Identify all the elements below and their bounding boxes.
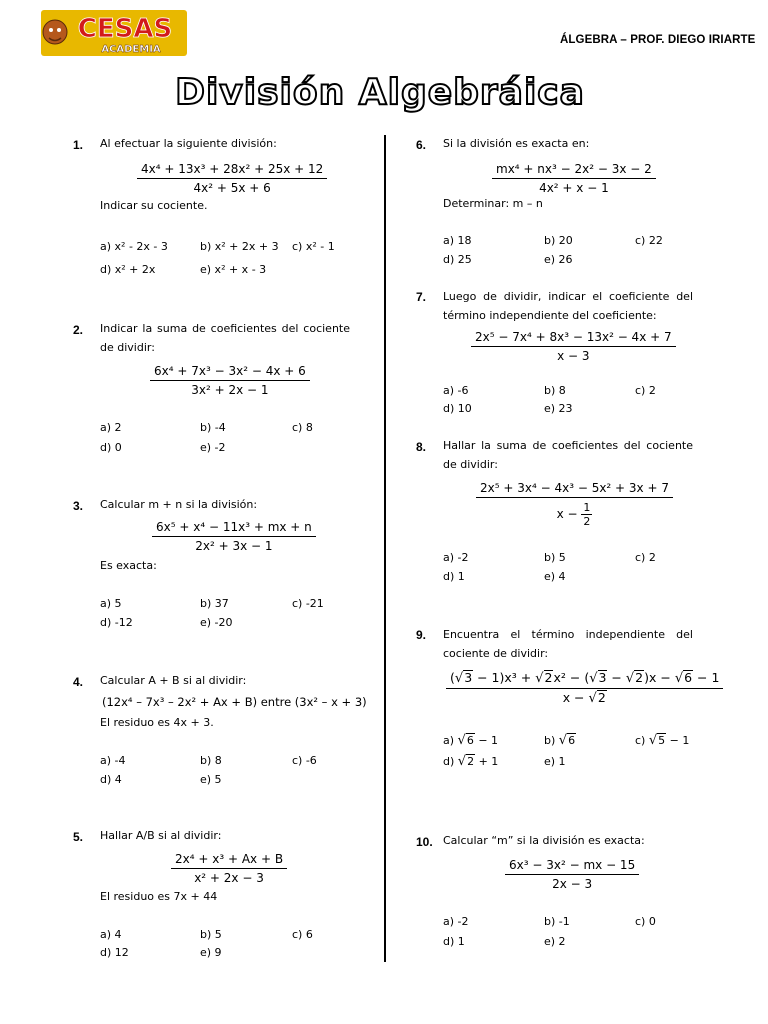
fraction [492,161,656,196]
question-text: Hallar la suma de coeficientes del cociente de dividir: [443,439,693,471]
fraction-denominator: 2x − 3 [552,877,593,891]
option-b: b) -4 [200,421,226,434]
question-text: Calcular m + n si la división: [100,498,258,511]
option-a: a) -4 [100,754,126,767]
option-e: e) 2 [544,935,566,948]
question-text: Calcular “m” si la división es exacta: [443,834,645,847]
option-d: d) 10 [443,402,472,415]
option-a: a) -6 [443,384,469,397]
fraction-numerator: 2x⁵ − 7x⁴ + 8x³ − 13x² − 4x + 7 [471,329,676,347]
question-text: Hallar A/B si al dividir: [100,829,222,842]
fraction [137,161,327,196]
fraction [505,857,639,892]
fraction-numerator: 4x⁴ + 13x³ + 28x² + 25x + 12 [137,161,327,179]
option-a: a) 18 [443,234,472,247]
question-number: 1. [73,138,84,152]
half-numerator: 1 [583,501,591,514]
question-number: 6. [416,138,427,152]
option-e: e) -2 [200,441,226,454]
question-number: 3. [73,499,84,513]
option-b: b) 37 [200,597,229,610]
question-ask: El residuo es 4x + 3. [100,716,214,729]
option-a: a) x² - 2x - 3 [100,240,168,253]
question-number: 2. [73,323,84,337]
question-number: 8. [416,440,427,454]
fraction-numerator: 2x⁴ + x³ + Ax + B [171,851,287,869]
fraction [471,329,676,364]
half-denominator: 2 [583,515,591,528]
column-divider [384,135,386,962]
fraction-denominator: x − √2 [562,690,606,706]
option-a: a) -2 [443,551,469,564]
option-a: a) -2 [443,915,469,928]
fraction-denominator: 4x² + 5x + 6 [193,181,271,195]
fraction-numerator: 6x³ − 3x² − mx − 15 [505,857,639,875]
option-a: a) 4 [100,928,122,941]
cesas-academia-logo [41,10,187,56]
question-text: Indicar la suma de coeficientes del cociente de dividir: [100,322,350,354]
question-text: Calcular A + B si al dividir: [100,674,247,687]
option-b: b) 8 [200,754,222,767]
option-c: c) -6 [292,754,317,767]
option-c: c) √5 − 1 [635,733,690,748]
option-c: c) -21 [292,597,324,610]
option-e: e) -20 [200,616,233,629]
fraction-denominator: 2x² + 3x − 1 [195,539,273,553]
option-d: d) 4 [100,773,122,786]
option-d: d) 1 [443,935,465,948]
question-ask: Determinar: m – n [443,197,543,210]
fraction [171,851,287,886]
fraction [150,363,310,398]
fraction-denominator: 3x² + 2x − 1 [191,383,269,397]
question-number: 4. [73,675,84,689]
question-ask: Indicar su cociente. [100,199,208,212]
page-title [0,62,768,116]
option-c: c) 0 [635,915,656,928]
option-b: b) -1 [544,915,570,928]
option-e: e) 9 [200,946,222,959]
fraction-numerator: 6x⁵ + x⁴ − 11x³ + mx + n [152,519,316,537]
svg-text:División Algebráica: División Algebráica [175,72,585,113]
question-text: Al efectuar la siguiente división: [100,137,277,150]
option-e: e) 4 [544,570,566,583]
option-c: c) 6 [292,928,313,941]
option-d: d) 1 [443,570,465,583]
option-b: b) x² + 2x + 3 [200,240,279,253]
option-e: e) 1 [544,755,566,768]
question-text: Si la división es exacta en: [443,137,590,150]
option-b: b) √6 [544,733,576,748]
option-d: d) 0 [100,441,122,454]
question-ask: Es exacta: [100,559,157,572]
denominator-prefix: x − [556,507,578,521]
fraction-denominator: 4x² + x − 1 [539,181,609,195]
fraction-denominator [476,498,673,528]
question-number: 9. [416,628,427,642]
option-c: c) 2 [635,551,656,564]
option-a: a) 5 [100,597,122,610]
option-e: e) 5 [200,773,222,786]
question-ask: El residuo es 7x + 44 [100,890,218,903]
option-d: d) x² + 2x [100,263,156,276]
question-number: 10. [416,835,433,849]
option-b: b) 20 [544,234,573,247]
option-d: d) √2 + 1 [443,754,499,769]
fraction-numerator: 2x⁵ + 3x⁴ − 4x³ − 5x² + 3x + 7 [476,480,673,498]
division-expression: (12x⁴ – 7x³ – 2x² + Ax + B) entre (3x² – x + 3) [102,695,367,709]
option-e: e) x² + x - 3 [200,263,267,276]
option-c: c) x² - 1 [292,240,335,253]
question-number: 7. [416,290,427,304]
option-e: e) 23 [544,402,573,415]
option-e: e) 26 [544,253,573,266]
fraction-numerator: (√3 − 1)x³ + √2x² − (√3 − √2)x − √6 − 1 [446,670,723,689]
option-d: d) -12 [100,616,133,629]
option-c: c) 8 [292,421,313,434]
question-number: 5. [73,830,84,844]
option-a: a) 2 [100,421,122,434]
fraction-denominator: x² + 2x − 3 [194,871,264,885]
option-b: b) 8 [544,384,566,397]
option-d: d) 25 [443,253,472,266]
fraction-numerator: mx⁴ + nx³ − 2x² − 3x − 2 [492,161,656,179]
fraction [446,670,723,707]
question-text: Luego de dividir, indicar el coeficiente del término independiente del coeficiente: [443,290,693,322]
fraction-denominator: x − 3 [557,349,590,363]
half-fraction [581,501,592,528]
svg-text:CESAS: CESAS [77,14,173,44]
option-a: a) √6 − 1 [443,733,499,748]
fraction-numerator: 6x⁴ + 7x³ − 3x² − 4x + 6 [150,363,310,381]
question-text: Encuentra el término independiente del cociente de dividir: [443,628,693,660]
svg-text:ACADEMIA: ACADEMIA [101,44,161,55]
option-c: c) 2 [635,384,656,397]
option-b: b) 5 [544,551,566,564]
fraction [152,519,316,554]
option-d: d) 12 [100,946,129,959]
option-b: b) 5 [200,928,222,941]
course-header: ÁLGEBRA – PROF. DIEGO IRIARTE [560,34,756,46]
option-c: c) 22 [635,234,663,247]
fraction [476,480,673,528]
